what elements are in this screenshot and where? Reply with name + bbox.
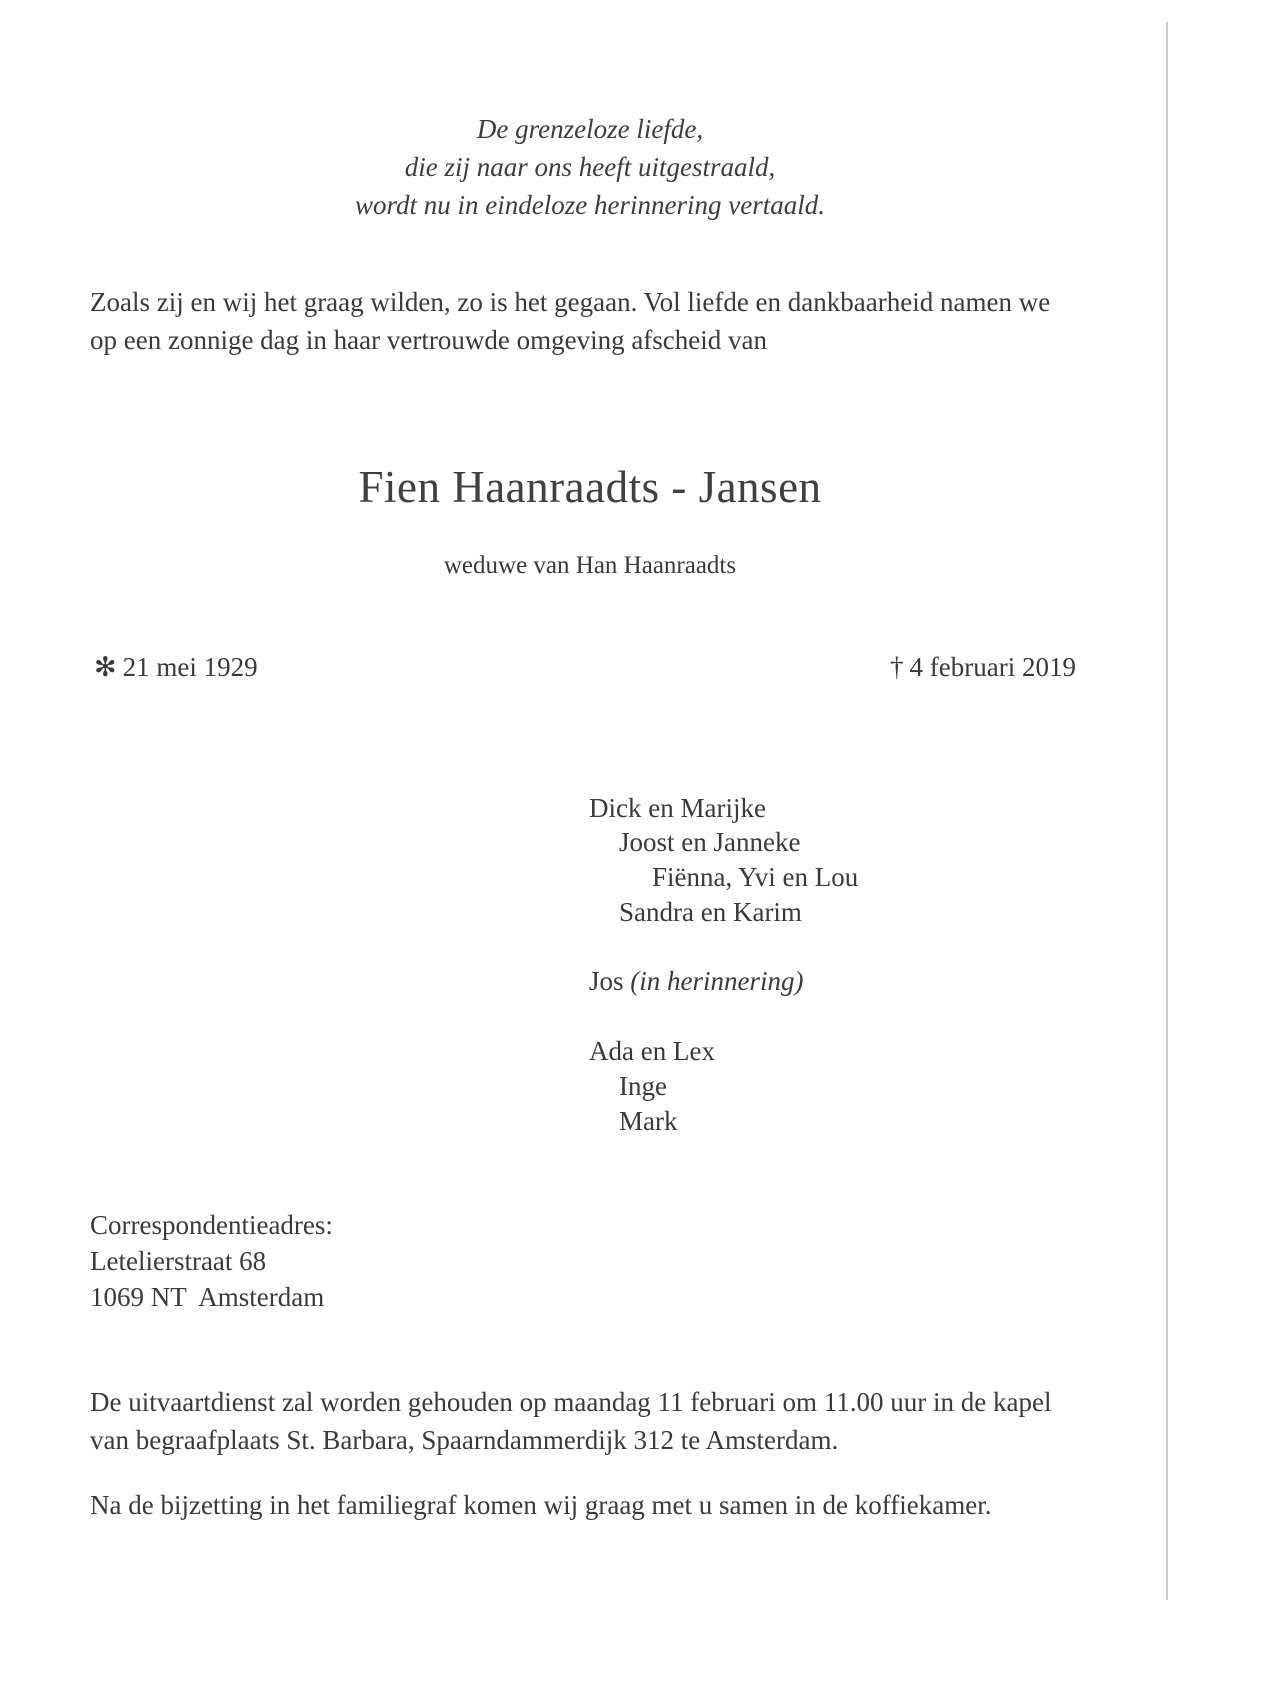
- intro-line: Zoals zij en wij het graag wilden, zo is het gegaan. Vol liefde en dankbaarheid namen we: [90, 287, 1051, 317]
- funeral-service-info: [90, 1383, 1051, 1459]
- service-line: De uitvaartdienst zal worden gehouden op maandag 11 februari om 11.00 uur in de kapel: [90, 1387, 1052, 1417]
- birth-date: 21 mei 1929: [122, 652, 258, 682]
- correspondence-address: [90, 1207, 333, 1315]
- family-member: Mark: [619, 1106, 678, 1136]
- death-date-line: [890, 650, 1076, 684]
- poem-line: wordt nu in eindeloze herinnering vertaald.: [355, 190, 825, 220]
- intro-line: op een zonnige dag in haar vertrouwde omgeving afscheid van: [90, 325, 768, 355]
- birth-date-line: [94, 650, 258, 684]
- memorial-poem: [0, 110, 1180, 224]
- family-member: Fiënna, Yvi en Lou: [652, 862, 859, 892]
- cross-icon: †: [890, 652, 904, 682]
- family-member: Inge: [619, 1071, 667, 1101]
- poem-line: die zij naar ons heeft uitgestraald,: [404, 152, 776, 182]
- intro-paragraph: [90, 283, 1050, 359]
- family-member: Dick en Marijke: [589, 793, 766, 823]
- in-memoriam-note: (in herinnering): [630, 966, 804, 996]
- address-label: Correspondentieadres:: [90, 1210, 333, 1240]
- deceased-name: Fien Haanraadts - Jansen: [358, 462, 822, 512]
- family-member-remembered: [589, 964, 804, 998]
- address-street: Letelierstraat 68: [90, 1246, 267, 1276]
- death-date: 4 februari 2019: [909, 652, 1076, 682]
- family-member-name: Jos: [589, 966, 624, 996]
- page-fold-line: [1166, 22, 1168, 1600]
- poem-line: De grenzeloze liefde,: [476, 114, 704, 144]
- family-member: Joost en Janneke: [619, 827, 801, 857]
- deceased-subtitle: weduwe van Han Haanraadts: [443, 552, 737, 579]
- family-member: Sandra en Karim: [619, 897, 802, 927]
- family-member: Ada en Lex: [589, 1036, 715, 1066]
- closing-note: Na de bijzetting in het familiegraf komen wij graag met u samen in de koffiekamer.: [90, 1490, 992, 1520]
- address-city: 1069 NT Amsterdam: [90, 1282, 325, 1312]
- service-line: van begraafplaats St. Barbara, Spaarndammerdijk 312 te Amsterdam.: [90, 1425, 839, 1455]
- star-icon: ✻: [94, 652, 117, 682]
